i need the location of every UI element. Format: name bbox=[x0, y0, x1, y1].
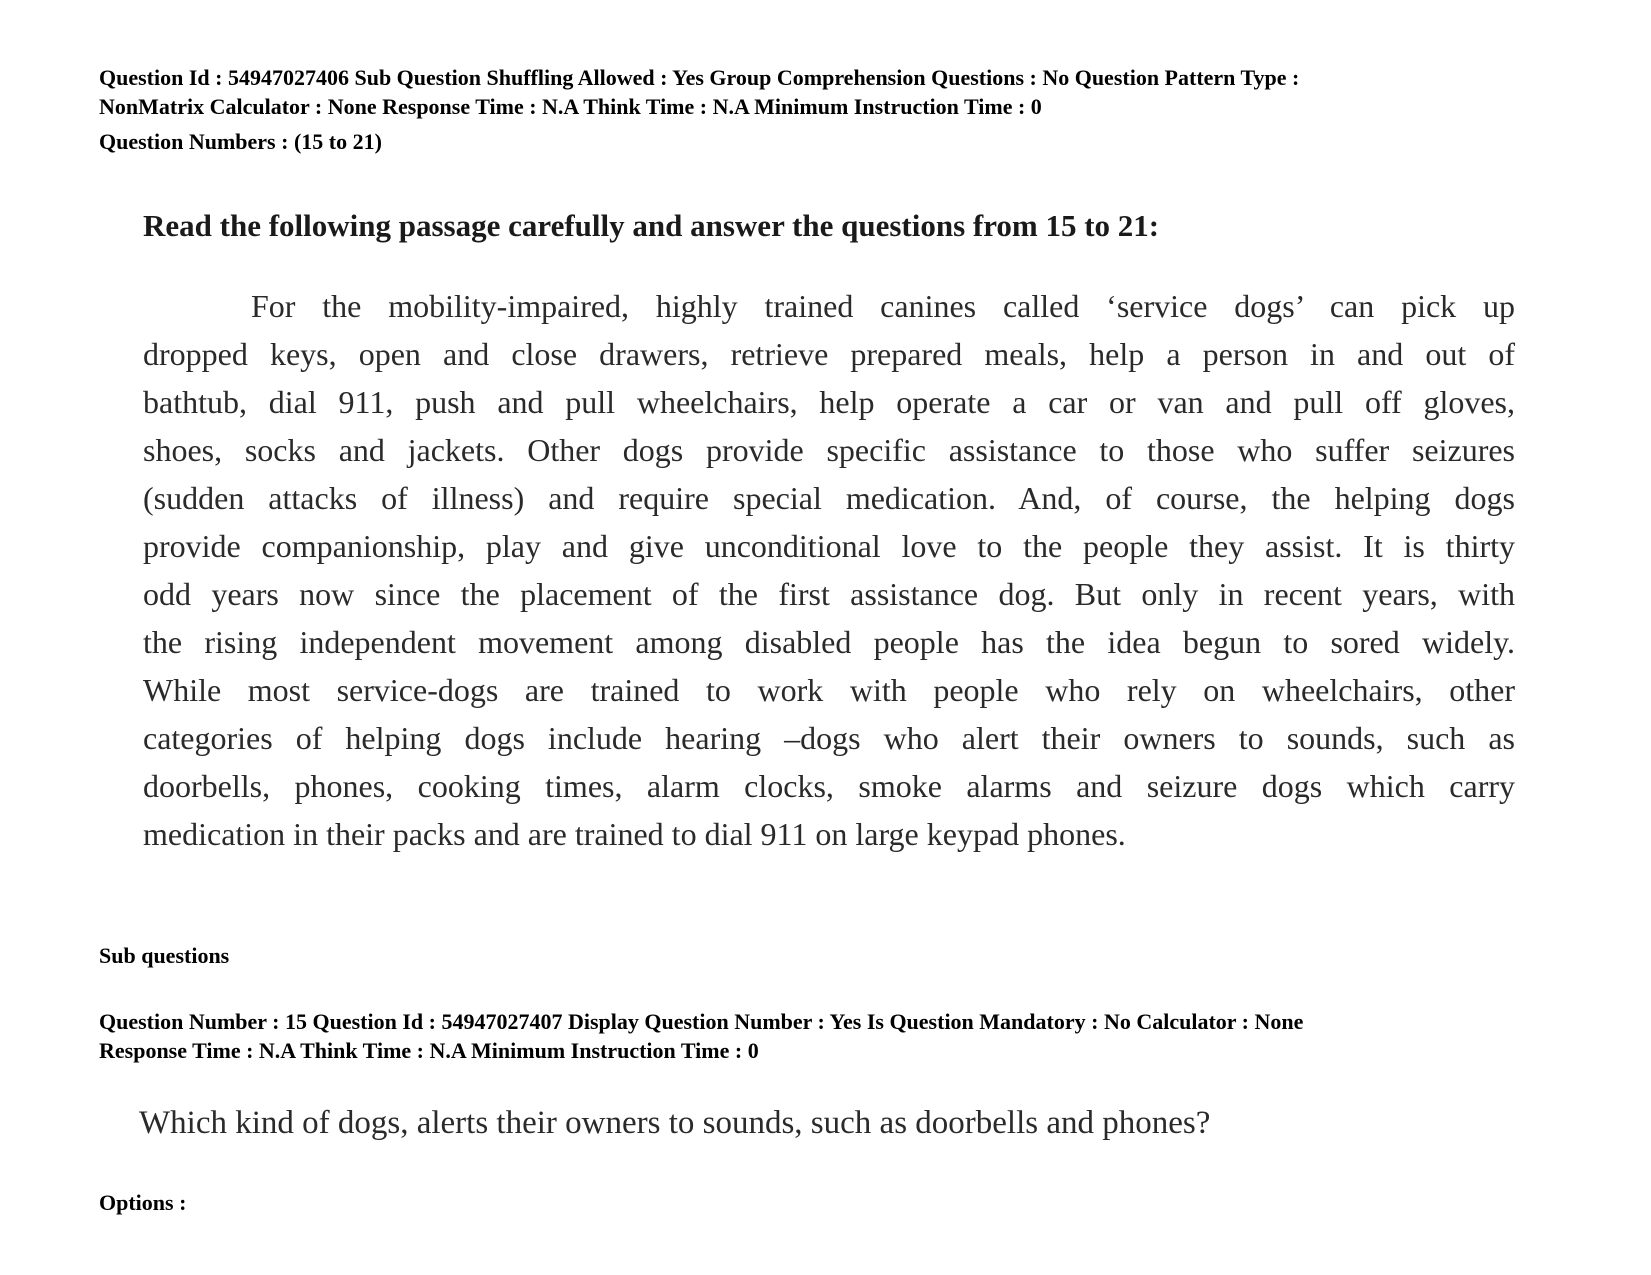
passage-line: provide companionship, play and give unconditional love to the people they assist. It is thirty bbox=[143, 528, 1515, 564]
question-meta bbox=[99, 1007, 1303, 1065]
passage-line: (sudden attacks of illness) and require special medication. And, of course, the helping dogs bbox=[143, 480, 1515, 516]
passage-line: medication in their packs and are trained to dial 911 on large keypad phones. bbox=[143, 816, 1126, 852]
question-meta-line-1: Question Number : 15 Question Id : 54947027407 Display Question Number : Yes Is Question Mandatory : No Calculator : None bbox=[99, 1009, 1304, 1034]
options-label: Options : bbox=[99, 1190, 187, 1215]
passage-heading: Read the following passage carefully and answer the questions from 15 to 21: bbox=[143, 208, 1160, 243]
passage-line: shoes, socks and jackets. Other dogs provide specific assistance to those who suffer seizures bbox=[143, 432, 1515, 468]
question-text: Which kind of dogs, alerts their owners to sounds, such as doorbells and phones? bbox=[139, 1105, 1211, 1141]
passage-body bbox=[143, 282, 1515, 858]
passage-line: While most service-dogs are trained to work with people who rely on wheelchairs, other bbox=[143, 672, 1515, 708]
passage-line: bathtub, dial 911, push and pull wheelchairs, help operate a car or van and pull off gloves, bbox=[143, 384, 1515, 420]
question-numbers: Question Numbers : (15 to 21) bbox=[99, 129, 382, 154]
passage-line: For the mobility-impaired, highly trained canines called ‘service dogs’ can pick up bbox=[251, 288, 1515, 324]
passage-line: the rising independent movement among disabled people has the idea begun to sored widely. bbox=[143, 624, 1515, 660]
passage-line: dropped keys, open and close drawers, retrieve prepared meals, help a person in and out of bbox=[143, 336, 1515, 372]
group-meta-line-1: Question Id : 54947027406 Sub Question Shuffling Allowed : Yes Group Comprehension Questions : No Question Pattern Type : bbox=[99, 65, 1300, 90]
passage-line: odd years now since the placement of the first assistance dog. But only in recent years, with bbox=[143, 576, 1515, 612]
passage-line: categories of helping dogs include hearing –dogs who alert their owners to sounds, such as bbox=[143, 720, 1515, 756]
group-meta bbox=[99, 63, 1299, 121]
sub-questions-label: Sub questions bbox=[99, 943, 230, 968]
group-meta-line-2: NonMatrix Calculator : None Response Time : N.A Think Time : N.A Minimum Instruction Time : 0 bbox=[99, 94, 1042, 119]
question-meta-line-2: Response Time : N.A Think Time : N.A Minimum Instruction Time : 0 bbox=[99, 1038, 759, 1063]
passage-line: doorbells, phones, cooking times, alarm clocks, smoke alarms and seizure dogs which carry bbox=[143, 768, 1515, 804]
